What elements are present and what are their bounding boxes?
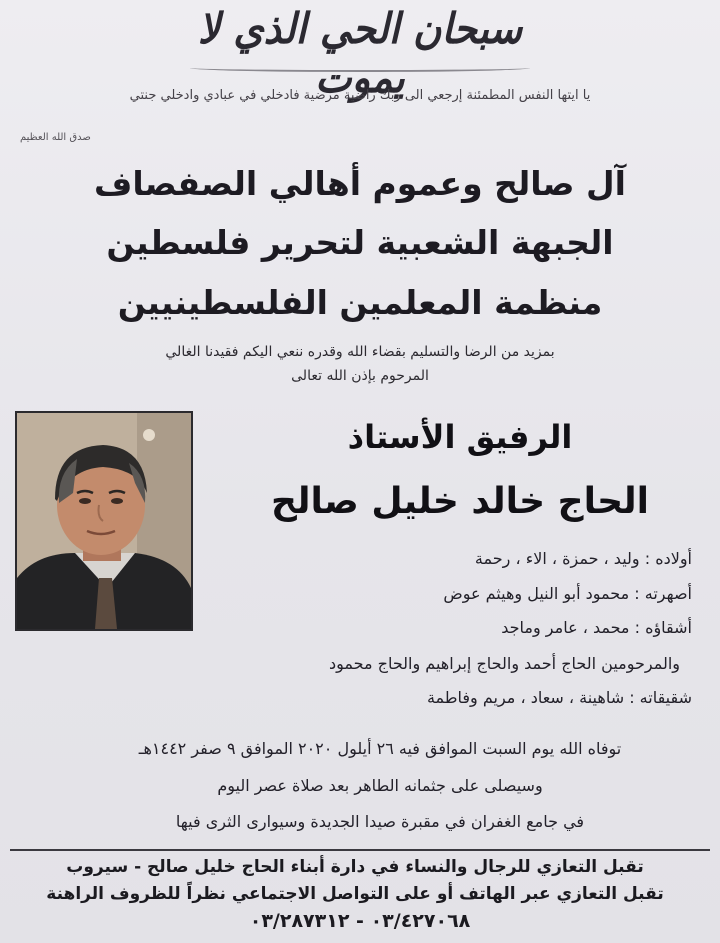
intro-line: المرحوم بإذن الله تعالى [291,368,429,384]
quran-verse: يا ايتها النفس المطمئنة إرجعي الى ربك راضية مرضية فادخلي في عبادي وادخلي جنتي [129,88,591,103]
family-sisters: شقيقاته : شاهينة ، سعاد ، مريم وفاطمة [426,688,692,707]
condolence-remote: تقبل التعازي عبر الهاتف أو على التواصل الاجتماعي نظراً للظروف الراهنة [46,884,664,904]
calligraphy-heading: سبحان الحي الذي لا يموت [197,4,523,102]
family-in-laws: أصهرته : محمود أبو النيل وهيثم عوض [443,584,692,603]
deceased-name: الحاج خالد خليل صالح [271,481,649,522]
condolence-location: تقبل التعازي للرجال والنساء في دارة أبناء الحاج خليل صالح - سيروب [66,857,644,877]
intro-line: بمزيد من الرضا والتسليم بقضاء الله وقدره ننعي اليكم فقيدنا الغالي [165,344,555,360]
death-date: توفاه الله يوم السبت الموافق فيه ٢٦ أيلول ٢٠٢٠ الموافق ٩ صفر ١٤٤٢هـ [138,739,622,758]
burial-place: في جامع الغفران في مقبرة صيدا الجديدة وسيوارى الثرى فيها [175,812,585,831]
divider [10,849,710,851]
funeral-prayer: وسيصلى على جثمانه الطاهر بعد صلاة عصر اليوم [217,776,543,795]
portrait-illustration [17,413,191,629]
sender-family: آل صالح وعموم أهالي الصفصاف [94,164,626,203]
sender-front: الجبهة الشعبية لتحرير فلسطين [106,223,614,262]
calligraphy-swash [190,64,530,72]
family-late-brothers: والمرحومين الحاج أحمد والحاج إبراهيم والحاج محمود [329,654,680,673]
verse-source: صدق الله العظيم [20,132,91,143]
sender-teachers: منظمة المعلمين الفلسطينيين [117,283,603,322]
deceased-title: الرفيق الأستاذ [347,418,573,456]
family-children: أولاده : وليد ، حمزة ، الاء ، رحمة [474,549,692,568]
deceased-photo [15,411,193,631]
family-brothers: أشقاؤه : محمد ، عامر وماجد [501,618,692,637]
phone-numbers: ٠٣/٤٢٧٠٦٨ - ٠٣/٢٨٧٣١٢ [249,910,471,932]
